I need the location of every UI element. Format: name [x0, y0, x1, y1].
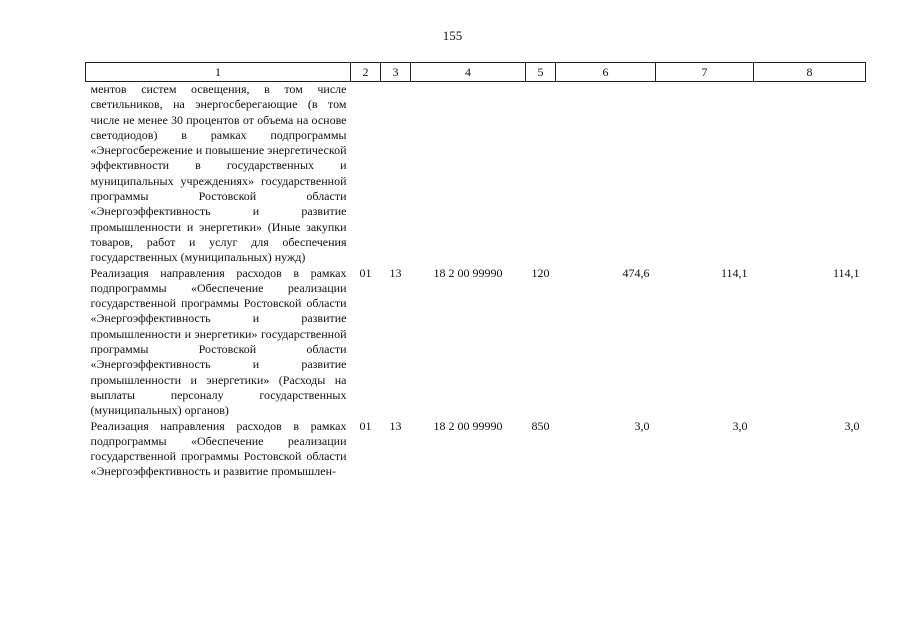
row-amount-year-1: 474,6 — [622, 265, 650, 280]
row-amount-year-2: 3,0 — [732, 418, 748, 433]
page-number: 155 — [442, 28, 463, 43]
row-expense-type — [526, 82, 556, 266]
header-col-5: 5 — [526, 63, 556, 82]
row-amount-year-3 — [754, 82, 866, 266]
row-target-article — [411, 82, 526, 266]
row-expense-type: 850 — [531, 418, 550, 433]
row-subsection-code: 13 — [389, 265, 402, 280]
header-col-1: 1 — [86, 63, 351, 82]
header-row — [86, 63, 866, 82]
row-subsection-code: 13 — [389, 418, 402, 433]
table-header — [86, 63, 866, 82]
row-expense-type: 120 — [531, 265, 550, 280]
row-section-code: 01 — [359, 265, 372, 280]
row-amount-year-2 — [656, 82, 754, 266]
row-description: Реализация направления расходов в рамках подпрограммы «Обеспечение реализации государственной программы Ростовской области «Энергоэффективность и развитие промышлен- — [90, 418, 347, 479]
table-row — [86, 419, 866, 480]
header-col-2: 2 — [351, 63, 381, 82]
row-description: ментов систем освещения, в том числе светильников, на энергосберегающие (в том числе не менее 30 процентов от объема на основе светодиодов) в рамках подпрограммы «Энергосбережение и повышение энергетической эффективности в государственных и муниципальных учреждениях» государственной программы Ростовской области «Энергоэффективность и развитие промышленности и энергетики» (Иные закупки товаров, работ и услуг для обеспечения государственных (муниципальных) нужд) — [90, 82, 347, 265]
row-amount-year-1: 3,0 — [634, 418, 650, 433]
header-col-3: 3 — [381, 63, 411, 82]
row-description: Реализация направления расходов в рамках подпрограммы «Обеспечение реализации государственной программы Ростовской области «Энергоэффективность и развитие промышленности и энергетики» государственной программы Ростовской области «Энергоэффективность и развитие промышленности и энергетики» (Расходы на выплаты персоналу государственных (муниципальных) органов) — [90, 265, 347, 418]
table-body — [86, 82, 866, 480]
row-target-article: 18 2 00 99990 — [433, 418, 503, 433]
row-amount-year-2: 114,1 — [720, 265, 748, 280]
table-row — [86, 82, 866, 266]
row-section-code — [351, 82, 381, 266]
header-col-7: 7 — [656, 63, 754, 82]
row-target-article: 18 2 00 99990 — [433, 265, 503, 280]
row-subsection-code — [381, 82, 411, 266]
row-section-code: 01 — [359, 418, 372, 433]
budget-table — [85, 62, 866, 480]
row-amount-year-3: 114,1 — [832, 265, 860, 280]
row-amount-year-3: 3,0 — [844, 418, 860, 433]
header-col-6: 6 — [556, 63, 656, 82]
header-col-4: 4 — [411, 63, 526, 82]
row-amount-year-1 — [556, 82, 656, 266]
table-row — [86, 266, 866, 419]
header-col-8: 8 — [754, 63, 866, 82]
